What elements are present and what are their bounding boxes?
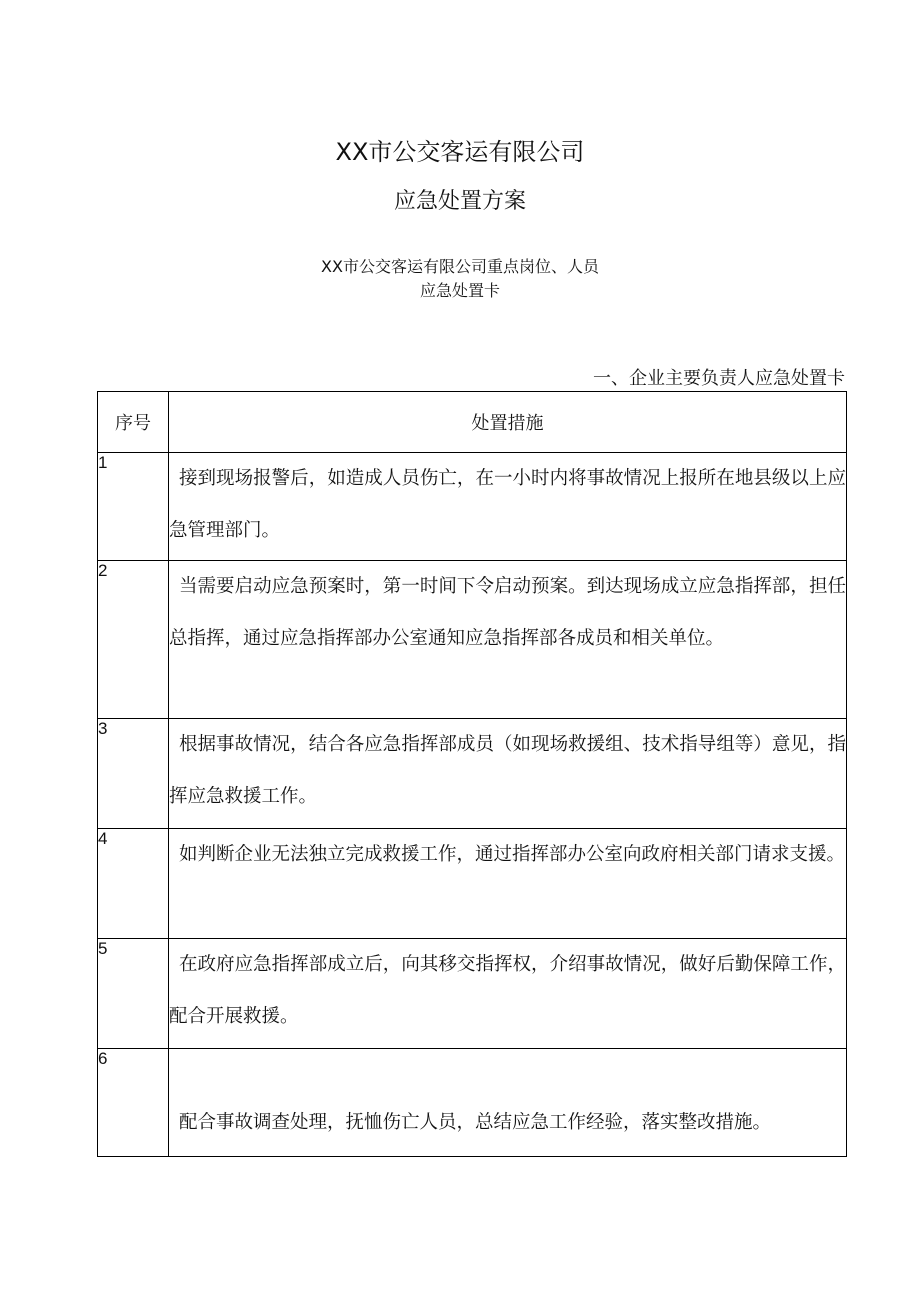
row-number: 2 bbox=[98, 561, 169, 719]
row-number: 3 bbox=[98, 719, 169, 829]
table-row bbox=[98, 829, 847, 939]
header-number: 序号 bbox=[98, 392, 169, 453]
table-row bbox=[98, 453, 847, 561]
card-heading-line1: XX市公交客运有限公司重点岗位、人员 bbox=[321, 257, 599, 276]
table-row bbox=[98, 939, 847, 1049]
card-heading-line2: 应急处置卡 bbox=[419, 281, 500, 300]
row-measure-text: 在政府应急指挥部成立后，向其移交指挥权，介绍事故情况，做好后勤保障工作，配合开展救援。 bbox=[169, 939, 847, 1049]
document-subtitle: 应急处置方案 bbox=[393, 189, 526, 214]
table-row bbox=[98, 561, 847, 719]
table-row bbox=[98, 719, 847, 829]
row-measure-text: 配合事故调查处理，抚恤伤亡人员，总结应急工作经验，落实整改措施。 bbox=[169, 1049, 847, 1157]
document-title: XX市公交客运有限公司 bbox=[335, 138, 585, 166]
table-header-row bbox=[98, 392, 847, 453]
row-measure-text: 当需要启动应急预案时，第一时间下令启动预案。到达现场成立应急指挥部，担任总指挥，通过应急指挥部办公室通知应急指挥部各成员和相关单位。 bbox=[169, 561, 847, 719]
row-number: 1 bbox=[98, 453, 169, 561]
row-number: 5 bbox=[98, 939, 169, 1049]
row-number: 6 bbox=[98, 1049, 169, 1157]
table-row bbox=[98, 1049, 847, 1157]
measures-table bbox=[97, 391, 847, 1157]
section-title: 一、企业主要负责人应急处置卡 bbox=[593, 368, 845, 389]
row-measure-text: 接到现场报警后，如造成人员伤亡，在一小时内将事故情况上报所在地县级以上应急管理部门。 bbox=[169, 453, 847, 561]
header-measure: 处置措施 bbox=[169, 392, 847, 453]
row-measure-text: 如判断企业无法独立完成救援工作，通过指挥部办公室向政府相关部门请求支援。 bbox=[169, 829, 847, 939]
row-measure-text: 根据事故情况，结合各应急指挥部成员（如现场救援组、技术指导组等）意见，指挥应急救援工作。 bbox=[169, 719, 847, 829]
row-number: 4 bbox=[98, 829, 169, 939]
